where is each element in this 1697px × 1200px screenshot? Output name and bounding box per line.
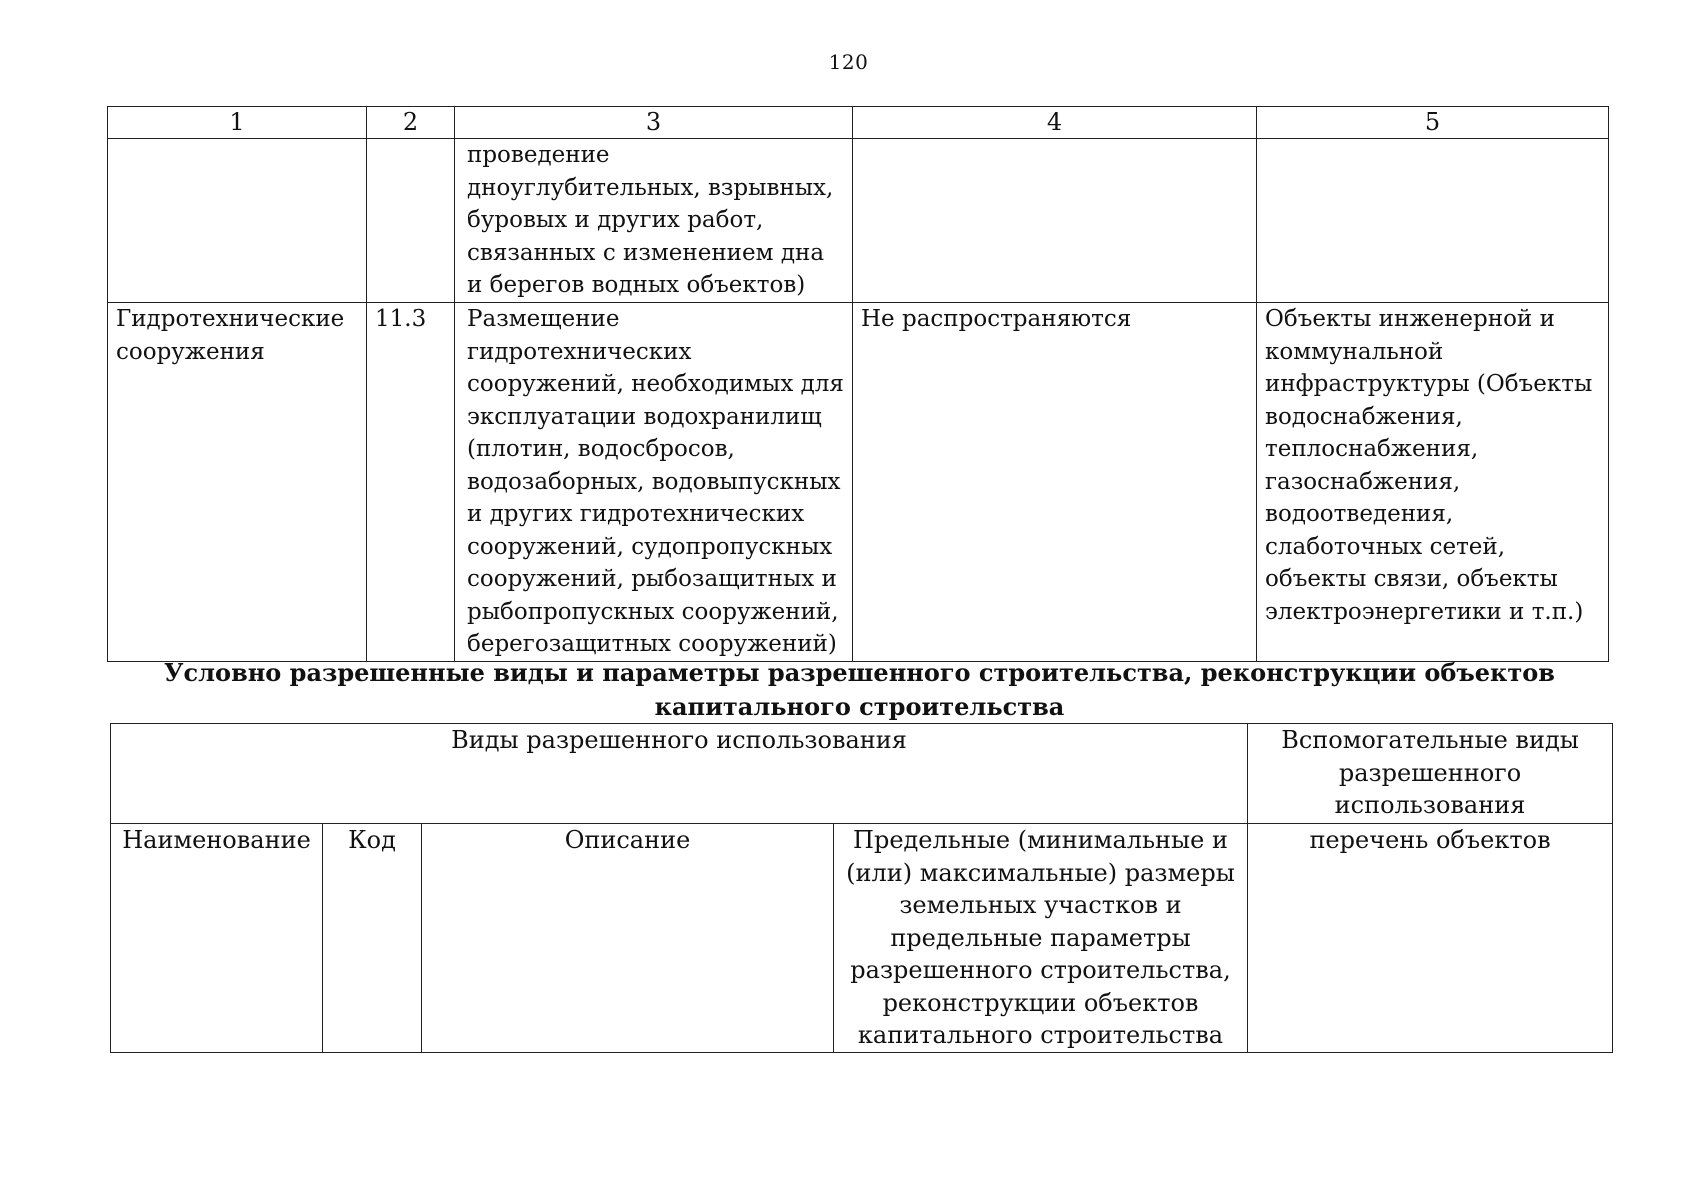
- column-header-row: [111, 824, 1613, 1053]
- use-parameters-cell: Не распространяются: [853, 303, 1257, 662]
- permitted-uses-group-header: Виды разрешенного использования: [111, 724, 1248, 824]
- group-header-row: [111, 724, 1613, 824]
- continuation-description-cell: проведение дноуглубительных, взрывных, буровых и других работ, связанных с изменением дна и берегов водных объектов): [455, 139, 853, 303]
- column-number-1: 1: [108, 107, 367, 139]
- use-description-cell: Размещение гидротехнических сооружений, необходимых для эксплуатации водохранилищ (плотин, водосбросов, водозаборных, водовыпускных и других гидротехнических сооружений, судопропускных сооружений, рыбозащитных и рыбопропускных сооружений, берегозащитных сооружений): [455, 303, 853, 662]
- use-name-cell: Гидротехнические сооружения: [108, 303, 367, 662]
- column-number-4: 4: [853, 107, 1257, 139]
- column-number-header-row: [108, 107, 1609, 139]
- table-row: [108, 303, 1609, 662]
- column-number-2: 2: [367, 107, 455, 139]
- permitted-uses-table-continuation: [107, 106, 1609, 662]
- continuation-parameters-cell: [853, 139, 1257, 303]
- conditionally-permitted-uses-table: [110, 723, 1613, 1053]
- auxiliary-column-header: перечень объектов: [1248, 824, 1613, 1053]
- page-number: 120: [828, 50, 869, 74]
- continuation-code-cell: [367, 139, 455, 303]
- section-heading: Условно разрешенные виды и параметры разрешенного строительства, реконструкции объектов капитального строительства: [164, 658, 1555, 721]
- column-number-3: 3: [455, 107, 853, 139]
- continuation-row: [108, 139, 1609, 303]
- use-code-cell: 11.3: [367, 303, 455, 662]
- continuation-auxiliary-cell: [1257, 139, 1609, 303]
- continuation-name-cell: [108, 139, 367, 303]
- code-column-header: Код: [323, 824, 422, 1053]
- name-column-header: Наименование: [111, 824, 323, 1053]
- auxiliary-uses-header: Вспомогательные виды разрешенного использования: [1248, 724, 1613, 824]
- column-number-5: 5: [1257, 107, 1609, 139]
- parameters-column-header: Предельные (минимальные и (или) максимальные) размеры земельных участков и предельные параметры разрешенного строительства, реконструкции объектов капитального строительства: [834, 824, 1248, 1053]
- use-auxiliary-cell: Объекты инженерной и коммунальной инфраструктуры (Объекты водоснабжения, теплоснабжения, газоснабжения, водоотведения, слаботочных сетей, объекты связи, объекты электроэнергетики и т.п.): [1257, 303, 1609, 662]
- description-column-header: Описание: [422, 824, 834, 1053]
